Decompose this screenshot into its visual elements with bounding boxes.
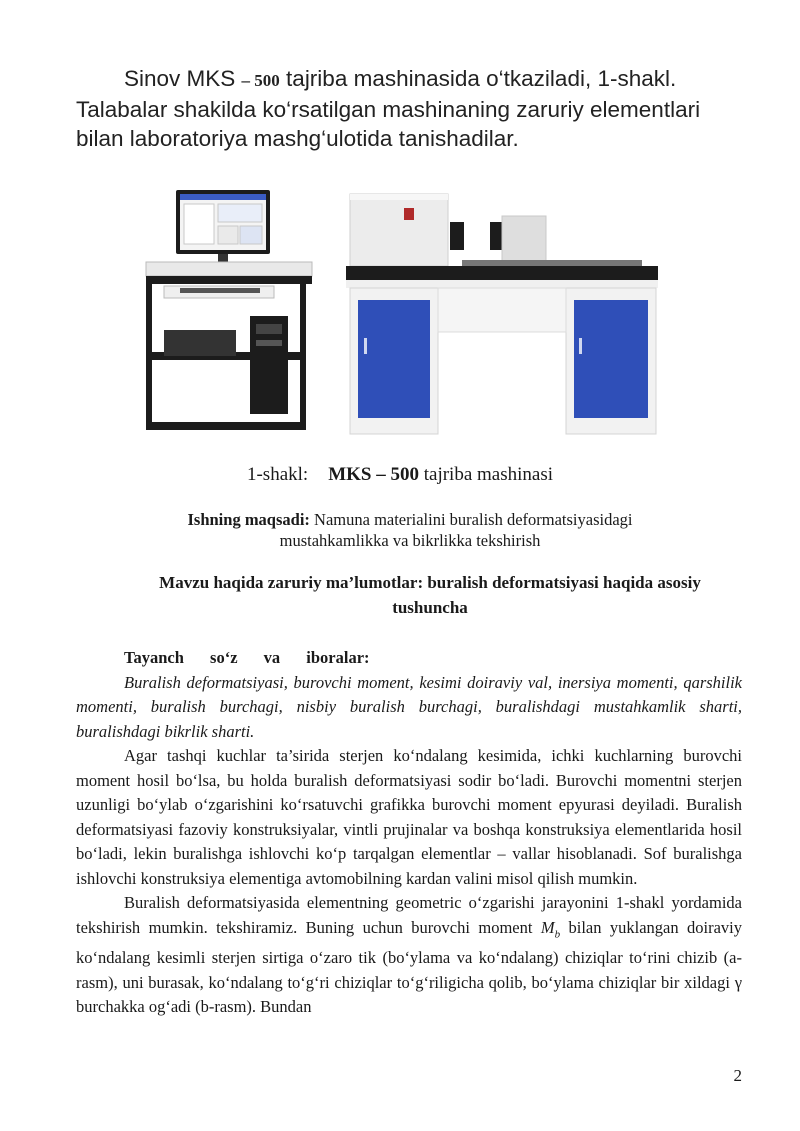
intro-model: – 500	[241, 71, 280, 90]
caption-label: 1-shakl:	[246, 464, 309, 485]
caption-model: MKS – 500	[328, 464, 419, 485]
keywords-list: Buralish deformatsiyasi, burovchi moment, kesimi doiraviy val, inersiya momenti, qarshilik momenti, buralish burchagi, nisbiy buralish burchagi, buralishdagi mustahkamlik sharti, buralishdagi bikrlik sharti.	[76, 672, 742, 741]
intro-line3: bilan laboratoriya mashg‘ulotida tanishadilar.	[76, 126, 519, 151]
keywords-title: Tayanch so‘z va iboralar:	[124, 648, 370, 667]
paragraph-1: Agar tashqi kuchlar ta’sirida sterjen ko‘ndalang kesimida, ichki kuchlarning burovchi moment hosil bo‘lsa, bu holda buralish deformatsiyasi sodir bo‘ladi. Burovchi momentni sterjen uzunligi bo‘ylab o‘zgarishini ko‘rsatuvchi grafikka burovchi moment epyurasi deyiladi. Buralish deformatsiyasi fazoviy konstruksiyalar, vintli prujinalar va boshqa konstruksiya elementlarida hosil bo‘ladi, lekin buralishga ishlovchi ko‘p tarqalgan elementlar – vallar hisoblanadi. Sof buralishga ishlovchi konstruksiya elementiga avtomobilning kardan valini misol qilish mumkin.	[76, 746, 742, 888]
topic-line2: tushuncha	[392, 598, 468, 617]
figure-caption	[0, 464, 800, 486]
intro-paragraph	[76, 64, 736, 153]
testing-machine	[346, 194, 658, 434]
paragraph-2-part-a: Buralish deformatsiyasida elementning geometric o‘zgarishi jarayonini 1-shakl yordamida tekshirish mumkin. tekshiramiz. Buning uchun burovchi moment	[76, 893, 742, 937]
paragraph-2-part-b: bilan yuklangan doiraviy ko‘ndalang kesimli sterjen sirtiga o‘zaro tik (bo‘ylama va ko‘ndalang) chiziqlar to‘rini chizib (a-rasm), uni burasak, ko‘ndalang to‘g‘ri chiziqlar to‘g‘riligicha qolib, bo‘ylama chiziqlar bir xildagi γ burchakka og‘adi (b-rasm). Bundan	[76, 917, 743, 1017]
topic-line1: Mavzu haqida zaruriy ma’lumotlar: buralish deformatsiyasi haqida asosiy	[159, 573, 701, 592]
page-number: 2	[733, 1066, 742, 1085]
caption-text: tajriba mashinasi	[418, 464, 554, 485]
body-text	[76, 646, 742, 1020]
moment-subscript: b	[554, 927, 561, 940]
computer-desk	[146, 190, 312, 430]
goal-label: Ishning maqsadi:	[187, 510, 310, 529]
topic-heading	[100, 570, 760, 620]
intro-line1-post: tajriba mashinasida o‘tkaziladi, 1-shakl.	[279, 66, 677, 91]
intro-line2: Talabalar shakilda ko‘rsatilgan mashinaning zaruriy elementlari	[76, 97, 701, 122]
intro-line1-pre: Sinov MKS	[124, 66, 242, 91]
moment-symbol: M	[540, 917, 555, 937]
paragraph-2	[76, 891, 742, 1020]
goal-text-line2: mustahkamlikka va bikrlikka tekshirish	[279, 531, 541, 550]
figure-mks500-machine	[140, 182, 670, 444]
goal-section	[120, 509, 700, 551]
goal-text: Namuna materialini buralish deformatsiyasidagi	[309, 510, 633, 529]
